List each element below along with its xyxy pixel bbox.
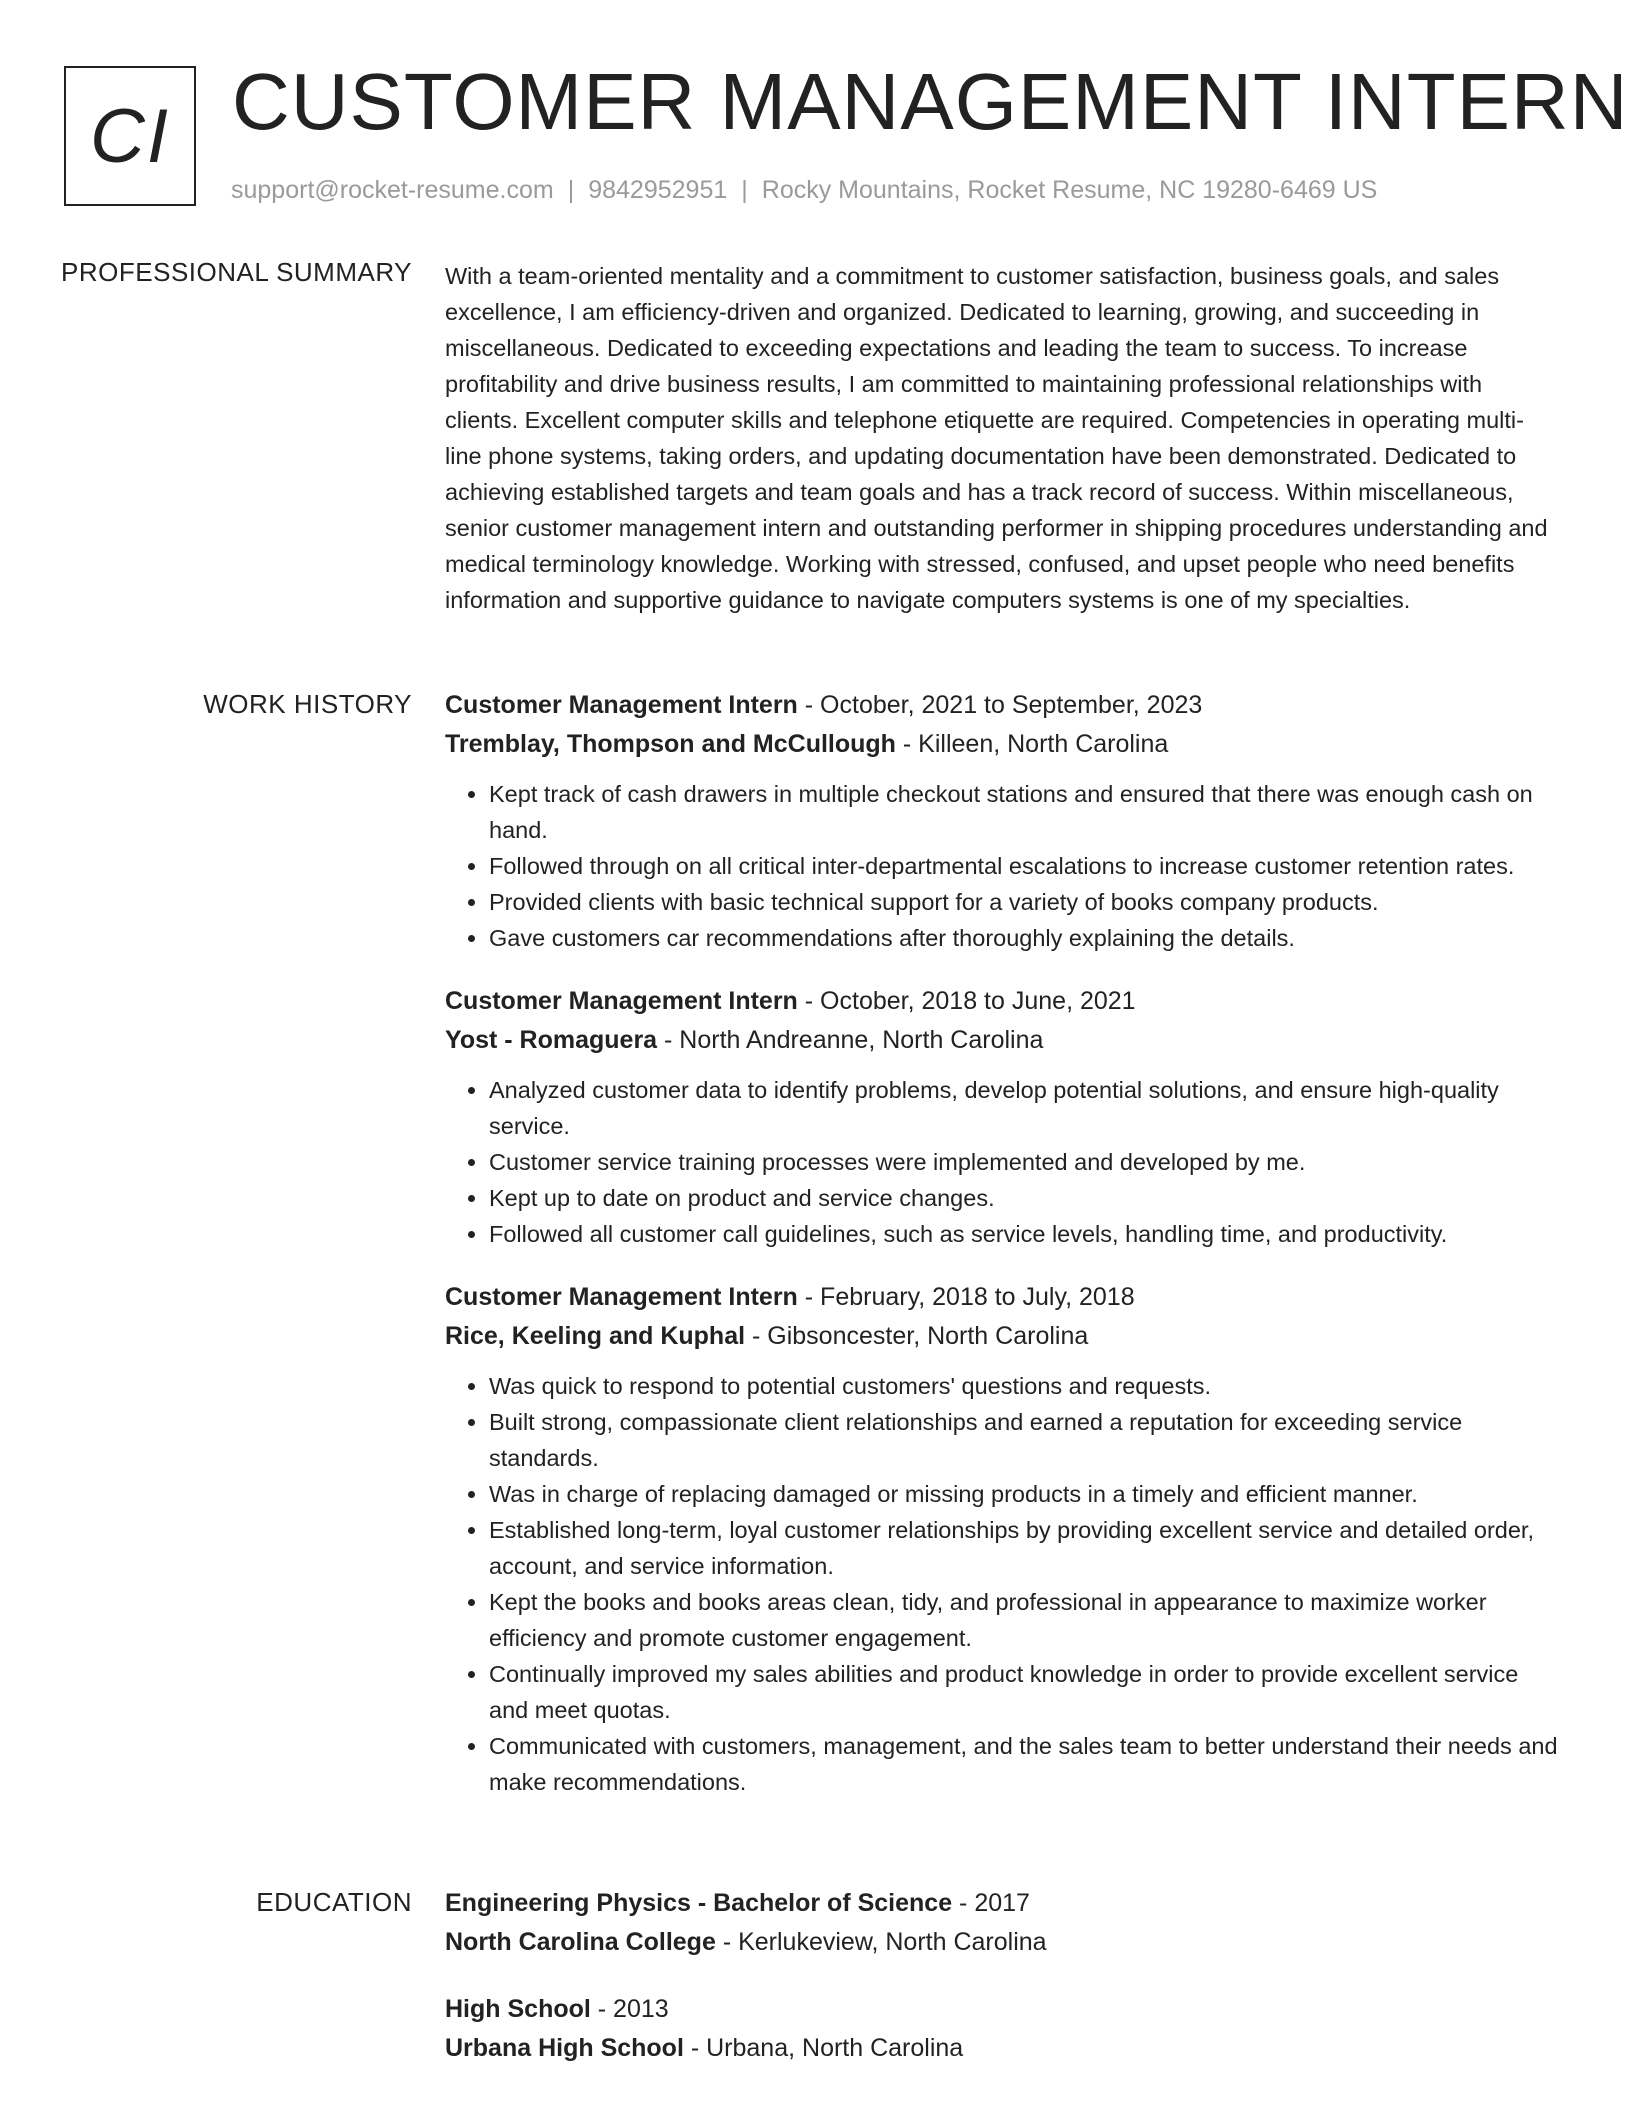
education-year: - 2017 xyxy=(952,1889,1030,1917)
education-body xyxy=(445,1884,1560,2096)
job-bullet: • Was in charge of replacing damaged or missing products in a timely and efficient manner. xyxy=(489,1476,1560,1512)
monogram-logo: CI xyxy=(64,66,196,206)
job-company-line xyxy=(445,1317,1560,1356)
job-dates: - October, 2018 to June, 2021 xyxy=(797,987,1136,1015)
job-bullet: • Kept up to date on product and service changes. xyxy=(489,1180,1560,1216)
contact-email: support@rocket-resume.com xyxy=(231,176,554,204)
education-location: - Urbana, North Carolina xyxy=(683,2034,964,2062)
job-title: Customer Management Intern xyxy=(445,1283,798,1311)
section-heading-education: EDUCATION xyxy=(256,1887,412,1917)
education-school: Urbana High School xyxy=(445,2034,684,2062)
job-bullet: • Built strong, compassionate client relationships and earned a reputation for exceeding service standards. xyxy=(489,1404,1560,1476)
job-title-line xyxy=(445,982,1560,1021)
education-school-line xyxy=(445,1923,1560,1962)
job-bullets xyxy=(445,1072,1560,1252)
education-year: - 2013 xyxy=(590,1995,669,2023)
job-company: Yost - Romaguera xyxy=(445,1026,658,1054)
education-location: - Kerlukeview, North Carolina xyxy=(715,1928,1047,1956)
job-location: - North Andreanne, North Carolina xyxy=(657,1026,1044,1054)
education-degree-line xyxy=(445,1884,1560,1923)
work-history-body xyxy=(445,686,1560,1826)
contact-separator: | xyxy=(567,176,575,204)
education-entry xyxy=(445,1990,1560,2068)
job-bullet: • Kept track of cash drawers in multiple checkout stations and ensured that there was enough cash on hand. xyxy=(489,776,1560,848)
job-title-line xyxy=(445,1278,1560,1317)
education-school: North Carolina College xyxy=(445,1928,716,1956)
contact-separator: | xyxy=(741,176,748,204)
job-bullet: • Provided clients with basic technical support for a variety of books company products. xyxy=(489,884,1560,920)
job-bullet: • Gave customers car recommendations after thoroughly explaining the details. xyxy=(489,920,1560,956)
job-entry xyxy=(445,982,1560,1252)
job-bullet: • Continually improved my sales abilities and product knowledge in order to provide excellent service and meet quotas. xyxy=(489,1656,1560,1728)
job-bullet: • Analyzed customer data to identify problems, develop potential solutions, and ensure high-quality service. xyxy=(489,1072,1560,1144)
summary-text: With a team-oriented mentality and a commitment to customer satisfaction, business goals, and sales excellence, I am efficiency-driven and organized. Dedicated to learning, growing, and succeeding in miscellaneous. Dedicated to exceeding expectations and leading the team to success. To increase profitability and drive business results, I am committed to maintaining professional relationships with clients. Excellent computer skills and telephone etiquette are required. Competencies in operating multi-line phone systems, taking orders, and updating documentation have been demonstrated. Dedicated to achieving established targets and team goals and has a track record of success. Within miscellaneous, senior customer management intern and outstanding performer in shipping procedures understanding and medical terminology knowledge. Working with stressed, confused, and upset people who need benefits information and supportive guidance to navigate computers systems is one of my specialties. xyxy=(445,263,1548,613)
job-bullets xyxy=(445,776,1560,956)
job-bullet: • Followed through on all critical inter-departmental escalations to increase customer retention rates. xyxy=(489,848,1560,884)
job-location: - Killeen, North Carolina xyxy=(895,730,1169,758)
job-company-line xyxy=(445,1021,1560,1060)
summary-body xyxy=(445,258,1560,618)
job-dates: - October, 2021 to September, 2023 xyxy=(797,691,1203,719)
job-location: - Gibsoncester, North Carolina xyxy=(745,1322,1089,1350)
education-degree-line xyxy=(445,1990,1560,2029)
education-entry xyxy=(445,1884,1560,1962)
page-title: CUSTOMER MANAGEMENT INTERN xyxy=(232,57,1629,146)
job-entry xyxy=(445,1278,1560,1800)
education-degree: Engineering Physics - Bachelor of Science xyxy=(445,1889,953,1917)
job-bullet: • Kept the books and books areas clean, tidy, and professional in appearance to maximize worker efficiency and promote customer engagement. xyxy=(489,1584,1560,1656)
job-title: Customer Management Intern xyxy=(445,691,798,719)
job-dates: - February, 2018 to July, 2018 xyxy=(797,1283,1135,1311)
contact-address: Rocky Mountains, Rocket Resume, NC 19280-6469 US xyxy=(761,176,1378,204)
job-bullet: • Followed all customer call guidelines, such as service levels, handling time, and productivity. xyxy=(489,1216,1560,1252)
education-school-line xyxy=(445,2029,1560,2068)
job-bullets xyxy=(445,1368,1560,1800)
contact-phone: 9842952951 xyxy=(588,176,728,204)
job-bullet: • Communicated with customers, management, and the sales team to better understand their needs and make recommendations. xyxy=(489,1728,1560,1800)
contact-line xyxy=(231,176,1377,205)
job-title-line xyxy=(445,686,1560,725)
section-heading-summary: PROFESSIONAL SUMMARY xyxy=(61,257,412,287)
job-bullet: • Customer service training processes were implemented and developed by me. xyxy=(489,1144,1560,1180)
job-company-line xyxy=(445,725,1560,764)
section-heading-work-history: WORK HISTORY xyxy=(203,689,412,719)
job-title: Customer Management Intern xyxy=(445,987,798,1015)
job-company: Tremblay, Thompson and McCullough xyxy=(445,730,896,758)
job-company: Rice, Keeling and Kuphal xyxy=(445,1322,746,1350)
job-bullet: • Established long-term, loyal customer relationships by providing excellent service and detailed order, account, and service information. xyxy=(489,1512,1560,1584)
job-bullet: • Was quick to respond to potential customers' questions and requests. xyxy=(489,1368,1560,1404)
education-degree: High School xyxy=(445,1995,591,2023)
job-entry xyxy=(445,686,1560,956)
